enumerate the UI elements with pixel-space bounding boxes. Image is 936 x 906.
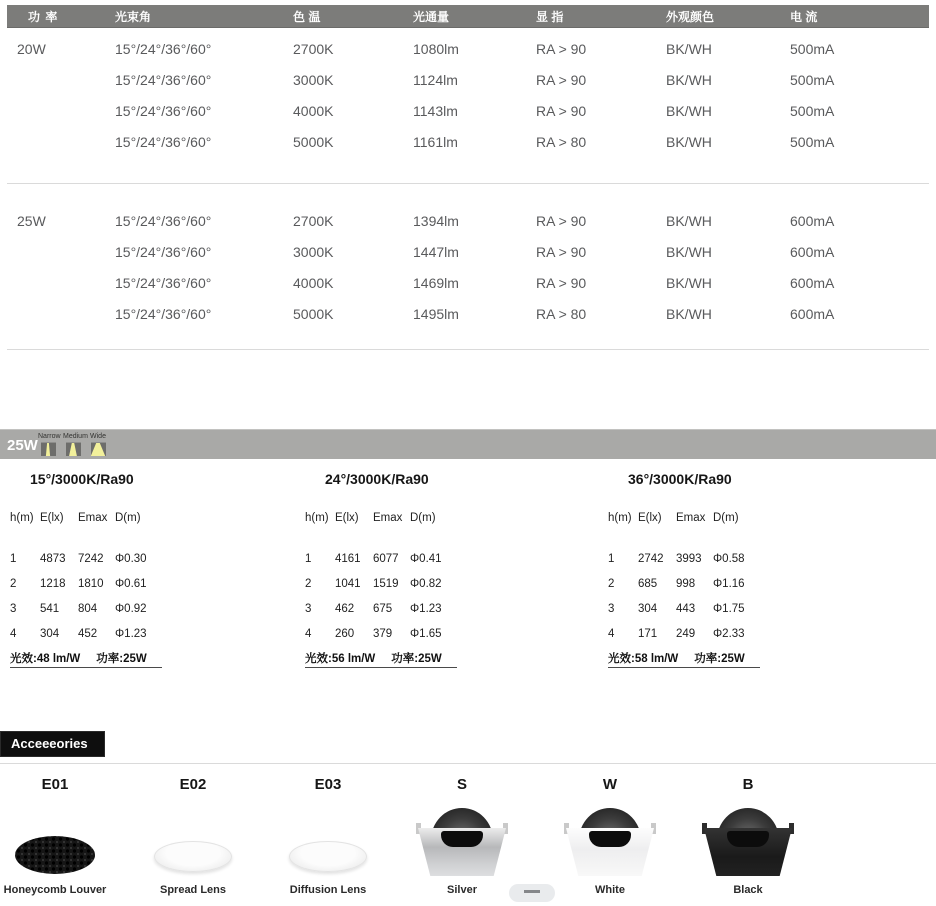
photometric-value-cell: Φ0.92 <box>115 602 147 615</box>
spec-header-cell: 外观颜色 <box>666 9 715 24</box>
photometric-value-cell: 2 <box>608 577 615 590</box>
photometric-value-cell: 3 <box>10 602 17 615</box>
photometric-value-cell: 541 <box>40 602 60 615</box>
photometric-value-cell: 462 <box>335 602 355 615</box>
accessory-name: Diffusion Lens <box>289 884 367 896</box>
spec-cell-current: 600mA <box>790 212 835 229</box>
spec-cell-cct: 2700K <box>293 40 334 57</box>
accessory-code: E01 <box>41 776 69 793</box>
spec-cell-flux: 1447lm <box>413 243 459 260</box>
spec-cell-flux: 1124lm <box>413 71 458 88</box>
photometric-header-cell: D(m) <box>410 511 436 524</box>
photometric-value-cell: 452 <box>78 627 98 640</box>
spec-cell-beam-angle: 15°/24°/36°/60° <box>115 71 212 88</box>
photometric-value-cell: 249 <box>676 627 696 640</box>
photometric-tables <box>0 471 936 673</box>
photometric-value-cell: 1218 <box>40 577 66 590</box>
photometric-table <box>305 471 457 668</box>
photometric-header-cell: D(m) <box>115 511 141 524</box>
trim-silver-image <box>416 808 508 878</box>
photometric-table-head <box>608 505 760 530</box>
beam-cone-wide-icon <box>91 442 106 456</box>
photometric-header-cell: D(m) <box>713 511 739 524</box>
trim-black-image <box>702 808 794 878</box>
spec-header-cell: 光通量 <box>413 9 450 24</box>
spec-cell-current: 500mA <box>790 40 835 57</box>
spec-cell-beam-angle: 15°/24°/36°/60° <box>115 305 212 322</box>
photometric-table-title: 15°/3000K/Ra90 <box>30 471 134 487</box>
photometric-header-cell: E(lx) <box>40 511 64 524</box>
spec-cell-cct: 5000K <box>293 133 334 150</box>
photometric-table-rows <box>10 546 162 646</box>
lens-image <box>289 841 367 872</box>
photometric-table-head <box>10 505 162 530</box>
photometric-table-rows <box>608 546 760 646</box>
accessory-item <box>545 776 675 896</box>
photometric-header-cell: E(lx) <box>335 511 359 524</box>
spec-cell-cct: 4000K <box>293 274 334 291</box>
beam-option <box>38 432 61 459</box>
photometric-value-cell: Φ1.65 <box>410 627 442 640</box>
pill-dash-icon <box>524 890 540 893</box>
spec-header-cell: 色 温 <box>293 9 321 24</box>
accessories-title-badge: Acceeeories <box>0 731 105 757</box>
photometric-table <box>608 471 760 668</box>
accessory-code: E03 <box>314 776 342 793</box>
spec-header-cell: 功 率 <box>28 9 59 24</box>
accessory-image <box>397 794 527 878</box>
accessory-name: Silver <box>447 884 477 896</box>
spec-cell-finish: BK/WH <box>666 274 712 291</box>
beam-option-label: Narrow <box>38 433 61 440</box>
spec-cell-finish: BK/WH <box>666 71 712 88</box>
spec-cell-cct: 4000K <box>293 102 334 119</box>
spec-cell-flux: 1495lm <box>413 305 459 322</box>
spec-cell-current: 600mA <box>790 243 835 260</box>
photometric-value-cell: 1041 <box>335 577 361 590</box>
photometric-table <box>10 471 162 668</box>
spec-cell-cri: RA > 90 <box>536 212 587 229</box>
accessory-code: B <box>742 776 754 793</box>
spec-row <box>7 267 929 298</box>
beam-option <box>63 432 88 459</box>
photometric-table-footer <box>608 648 760 668</box>
spec-cell-cri: RA > 80 <box>536 305 587 322</box>
photometric-value-cell: 3 <box>305 602 312 615</box>
spec-header-cell: 光束角 <box>115 9 152 24</box>
photometric-value-cell: 6077 <box>373 552 399 565</box>
spec-row <box>7 236 929 267</box>
photometric-table-title: 36°/3000K/Ra90 <box>628 471 732 487</box>
photometric-header-cell: Emax <box>373 511 403 524</box>
efficacy-value: 光效:56 lm/W <box>305 652 376 665</box>
spec-cell-finish: BK/WH <box>666 305 712 322</box>
spec-cell-finish: BK/WH <box>666 40 712 57</box>
photometric-table-head <box>305 505 457 530</box>
photometric-header-cell: Emax <box>676 511 706 524</box>
photometric-value-cell: 2742 <box>638 552 664 565</box>
photometric-value-cell: 2 <box>10 577 17 590</box>
photometric-value-cell: 3993 <box>676 552 702 565</box>
spec-cell-power: 20W <box>17 40 46 57</box>
spec-cell-flux: 1469lm <box>413 274 459 291</box>
spec-row <box>7 33 929 64</box>
spec-cell-cri: RA > 90 <box>536 243 587 260</box>
spec-row <box>7 126 929 157</box>
photometric-value-cell: 171 <box>638 627 658 640</box>
accessory-image <box>128 794 258 878</box>
accessories-divider <box>0 763 936 764</box>
photometric-value-cell: 1 <box>10 552 17 565</box>
spec-header-cell: 电 流 <box>790 9 818 24</box>
spec-cell-power: 25W <box>17 212 46 229</box>
photometric-value-cell: 304 <box>638 602 658 615</box>
accessory-name: White <box>595 884 625 896</box>
beam-cone-narrow-icon <box>41 442 56 456</box>
spec-cell-beam-angle: 15°/24°/36°/60° <box>115 40 212 57</box>
spec-cell-beam-angle: 15°/24°/36°/60° <box>115 102 212 119</box>
photometric-table-rows <box>305 546 457 646</box>
photometric-value-cell: 685 <box>638 577 658 590</box>
spec-row <box>7 95 929 126</box>
photometric-value-cell: 260 <box>335 627 355 640</box>
accessory-item <box>128 776 258 896</box>
accessory-name: Spread Lens <box>159 884 227 896</box>
spec-table-header <box>7 5 929 28</box>
photometric-value-cell: 998 <box>676 577 696 590</box>
spec-cell-cct: 3000K <box>293 243 334 260</box>
spec-cell-cri: RA > 90 <box>536 71 587 88</box>
spec-cell-flux: 1080lm <box>413 40 459 57</box>
accessories-row <box>0 776 936 906</box>
spec-row <box>7 205 929 236</box>
beam-option-label: Wide <box>90 433 106 440</box>
photometric-value-cell: Φ0.30 <box>115 552 147 565</box>
spec-cell-finish: BK/WH <box>666 243 712 260</box>
photometric-header-cell: E(lx) <box>638 511 662 524</box>
accessory-code: S <box>456 776 467 793</box>
accessory-name: Black <box>733 884 763 896</box>
spec-table <box>7 5 929 329</box>
spec-cell-finish: BK/WH <box>666 102 712 119</box>
photometric-value-cell: 443 <box>676 602 696 615</box>
photometric-value-cell: Φ0.61 <box>115 577 147 590</box>
photometric-value-cell: Φ0.82 <box>410 577 442 590</box>
spec-cell-beam-angle: 15°/24°/36°/60° <box>115 212 212 229</box>
spec-header-cell: 显 指 <box>536 9 564 24</box>
spec-cell-current: 500mA <box>790 102 835 119</box>
power-value: 功率:25W <box>391 652 442 665</box>
group-divider <box>7 183 929 184</box>
photometric-value-cell: Φ2.33 <box>713 627 745 640</box>
trim-white-image <box>564 808 656 878</box>
photometric-value-cell: Φ1.23 <box>410 602 442 615</box>
photometric-value-cell: Φ0.58 <box>713 552 745 565</box>
photometric-value-cell: 4 <box>608 627 615 640</box>
wattage-beam-bar <box>0 429 936 459</box>
wattage-label: 25W <box>7 437 38 454</box>
spec-cell-flux: 1143lm <box>413 102 458 119</box>
accessory-name: Honeycomb Louver <box>3 884 107 896</box>
photometric-value-cell: 4 <box>305 627 312 640</box>
page-control-pill[interactable] <box>509 884 555 902</box>
beam-option <box>88 432 108 459</box>
section-divider <box>7 349 929 350</box>
spec-cell-current: 500mA <box>790 133 835 150</box>
photometric-value-cell: 1 <box>305 552 312 565</box>
accessory-item <box>397 776 527 896</box>
photometric-value-cell: 1519 <box>373 577 399 590</box>
photometric-header-cell: Emax <box>78 511 108 524</box>
accessory-item <box>683 776 813 896</box>
accessory-item <box>0 776 120 896</box>
power-value: 功率:25W <box>96 652 147 665</box>
accessory-image <box>683 794 813 878</box>
spec-cell-cct: 5000K <box>293 305 334 322</box>
spec-cell-finish: BK/WH <box>666 133 712 150</box>
beam-option-label: Medium <box>63 433 88 440</box>
photometric-value-cell: 675 <box>373 602 393 615</box>
spec-cell-current: 600mA <box>790 274 835 291</box>
spec-cell-cct: 3000K <box>293 71 334 88</box>
lens-image <box>154 841 232 872</box>
spec-row <box>7 298 929 329</box>
photometric-value-cell: 804 <box>78 602 98 615</box>
photometric-header-cell: h(m) <box>608 511 632 524</box>
photometric-value-cell: 7242 <box>78 552 104 565</box>
spec-cell-cri: RA > 90 <box>536 102 587 119</box>
spec-cell-beam-angle: 15°/24°/36°/60° <box>115 274 212 291</box>
photometric-value-cell: 2 <box>305 577 312 590</box>
spec-cell-cct: 2700K <box>293 212 334 229</box>
accessory-item <box>263 776 393 896</box>
spec-table-body <box>7 33 929 329</box>
power-value: 功率:25W <box>694 652 745 665</box>
photometric-value-cell: Φ1.75 <box>713 602 745 615</box>
photometric-value-cell: 3 <box>608 602 615 615</box>
photometric-value-cell: 1810 <box>78 577 104 590</box>
spec-cell-cri: RA > 90 <box>536 40 587 57</box>
photometric-value-cell: Φ1.16 <box>713 577 745 590</box>
photometric-table-footer <box>10 648 162 668</box>
photometric-header-cell: h(m) <box>305 511 329 524</box>
photometric-value-cell: 379 <box>373 627 393 640</box>
photometric-table-title: 24°/3000K/Ra90 <box>325 471 429 487</box>
photometric-value-cell: 4 <box>10 627 17 640</box>
photometric-value-cell: 4161 <box>335 552 361 565</box>
spec-cell-beam-angle: 15°/24°/36°/60° <box>115 133 212 150</box>
spec-cell-cri: RA > 80 <box>536 133 587 150</box>
accessory-image <box>263 794 393 878</box>
honeycomb-louver-image <box>15 836 95 874</box>
spec-cell-flux: 1394lm <box>413 212 459 229</box>
photometric-value-cell: 4873 <box>40 552 66 565</box>
efficacy-value: 光效:48 lm/W <box>10 652 81 665</box>
spec-cell-beam-angle: 15°/24°/36°/60° <box>115 243 212 260</box>
accessory-code: W <box>602 776 618 793</box>
spec-cell-finish: BK/WH <box>666 212 712 229</box>
spec-row <box>7 64 929 95</box>
accessory-image <box>0 794 120 878</box>
photometric-header-cell: h(m) <box>10 511 34 524</box>
accessory-image <box>545 794 675 878</box>
spec-cell-current: 600mA <box>790 305 835 322</box>
photometric-value-cell: Φ0.41 <box>410 552 442 565</box>
photometric-value-cell: 304 <box>40 627 60 640</box>
efficacy-value: 光效:58 lm/W <box>608 652 679 665</box>
accessory-code: E02 <box>179 776 207 793</box>
spec-cell-cri: RA > 90 <box>536 274 587 291</box>
photometric-value-cell: Φ1.23 <box>115 627 147 640</box>
photometric-value-cell: 1 <box>608 552 615 565</box>
beam-icon-group <box>38 430 108 459</box>
spec-cell-current: 500mA <box>790 71 835 88</box>
beam-cone-medium-icon <box>66 442 81 456</box>
photometric-table-footer <box>305 648 457 668</box>
spec-cell-flux: 1161lm <box>413 133 458 150</box>
